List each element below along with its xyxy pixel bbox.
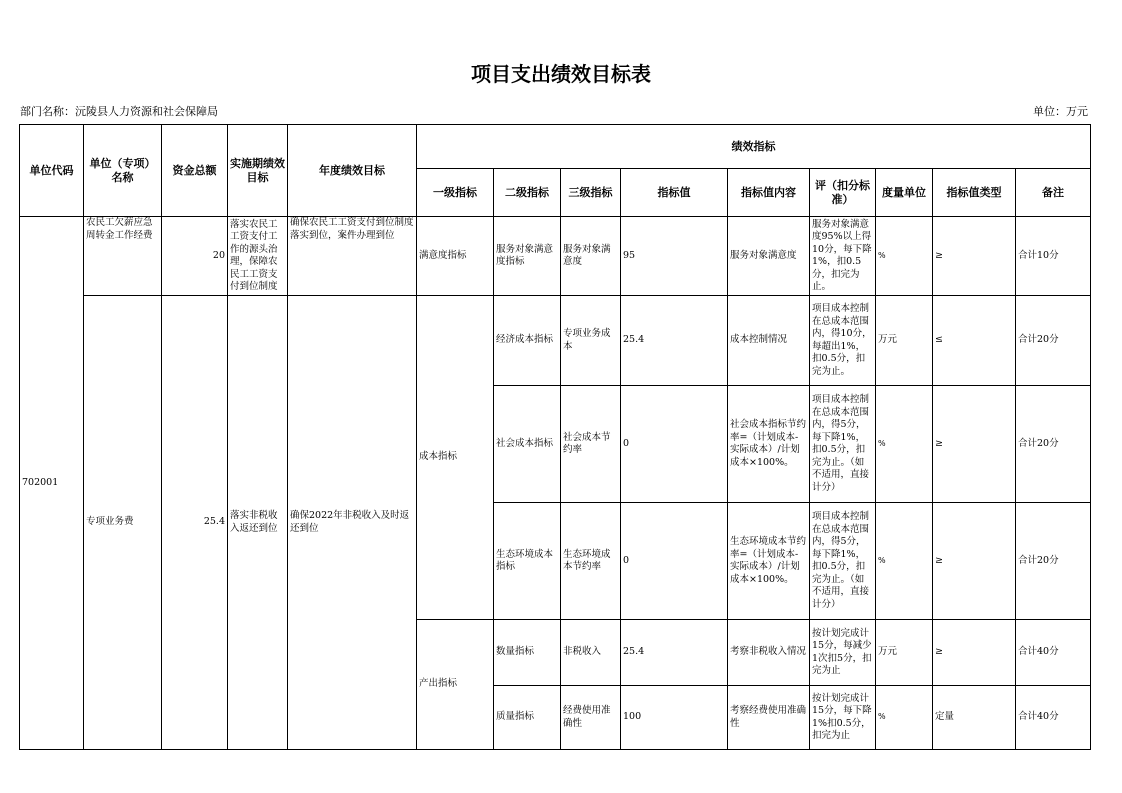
period-goal-cell: 落实非税收入返还到位 xyxy=(228,296,288,750)
header-unit-code: 单位代码 xyxy=(20,125,84,217)
currency-unit: 单位：万元 xyxy=(1033,105,1088,118)
header-row-1 xyxy=(20,125,1091,169)
type-cell: ≥ xyxy=(933,620,1016,686)
type-cell: ≥ xyxy=(933,217,1016,296)
project-amount-cell: 20 xyxy=(162,217,228,296)
remark-cell: 合计20分 xyxy=(1016,296,1091,386)
content-cell: 社会成本指标节约率=（计划成本-实际成本）/计划成本×100%。 xyxy=(728,386,810,503)
annual-goal-cell: 确保农民工工资支付到位制度落实到位，案件办理到位 xyxy=(288,217,417,296)
scoring-cell: 服务对象满意度95%以上得10分，每下降1%，扣0.5分，扣完为止。 xyxy=(810,217,876,296)
project-amount-cell: 25.4 xyxy=(162,296,228,750)
type-cell: ≥ xyxy=(933,503,1016,620)
header-value-type: 指标值类型 xyxy=(933,169,1016,217)
page-title: 项目支出绩效目标表 xyxy=(471,62,651,86)
unit-cell: % xyxy=(876,217,933,296)
level2-cell: 质量指标 xyxy=(494,686,561,750)
scoring-cell: 项目成本控制在总成本范围内，得5分，每下降1%，扣0.5分，扣完为止。（如不适用，直接计分） xyxy=(810,503,876,620)
header-value: 指标值 xyxy=(621,169,728,217)
header-level3: 三级指标 xyxy=(561,169,621,217)
unit-cell: 万元 xyxy=(876,620,933,686)
content-cell: 服务对象满意度 xyxy=(728,217,810,296)
period-goal-cell: 落实农民工工资支付工作的源头治理，保障农民工工资支付到位制度 xyxy=(228,217,288,296)
type-cell: ≤ xyxy=(933,296,1016,386)
level1-cell: 成本指标 xyxy=(417,296,494,620)
unit-cell: % xyxy=(876,503,933,620)
value-cell: 100 xyxy=(621,686,728,750)
value-cell: 0 xyxy=(621,503,728,620)
remark-cell: 合计10分 xyxy=(1016,217,1091,296)
performance-target-table xyxy=(19,124,1091,750)
header-remark: 备注 xyxy=(1016,169,1091,217)
remark-cell: 合计20分 xyxy=(1016,386,1091,503)
project-name-cell: 农民工欠薪应急周转金工作经费 xyxy=(84,217,162,296)
value-cell: 25.4 xyxy=(621,620,728,686)
project-name-cell: 专项业务费 xyxy=(84,296,162,750)
scoring-cell: 按计划完成计15分，每下降1%扣0.5分，扣完为止 xyxy=(810,686,876,750)
department-name: 部门名称：沅陵县人力资源和社会保障局 xyxy=(20,105,218,118)
remark-cell: 合计20分 xyxy=(1016,503,1091,620)
remark-cell: 合计40分 xyxy=(1016,686,1091,750)
annual-goal-cell: 确保2022年非税收入及时返还到位 xyxy=(288,296,417,750)
level3-cell: 非税收入 xyxy=(561,620,621,686)
table-row xyxy=(20,217,1091,296)
scoring-cell: 项目成本控制在总成本范围内，得10分，每超出1%，扣0.5分，扣完为止。 xyxy=(810,296,876,386)
value-cell: 0 xyxy=(621,386,728,503)
level2-cell: 社会成本指标 xyxy=(494,386,561,503)
value-cell: 25.4 xyxy=(621,296,728,386)
header-performance-indicators: 绩效指标 xyxy=(417,125,1091,169)
header-level2: 二级指标 xyxy=(494,169,561,217)
level3-cell: 生态环境成本节约率 xyxy=(561,503,621,620)
type-cell: ≥ xyxy=(933,386,1016,503)
value-cell: 95 xyxy=(621,217,728,296)
unit-cell: 万元 xyxy=(876,296,933,386)
scoring-cell: 项目成本控制在总成本范围内，得5分，每下降1%，扣0.5分，扣完为止。（如不适用，直接计分） xyxy=(810,386,876,503)
scoring-cell: 按计划完成计15分，每减少1次扣5分，扣完为止 xyxy=(810,620,876,686)
level3-cell: 社会成本节约率 xyxy=(561,386,621,503)
header-total-funds: 资金总额 xyxy=(162,125,228,217)
level1-cell: 产出指标 xyxy=(417,620,494,750)
content-cell: 成本控制情况 xyxy=(728,296,810,386)
level2-cell: 数量指标 xyxy=(494,620,561,686)
level3-cell: 专项业务成本 xyxy=(561,296,621,386)
unit-code-cell: 702001 xyxy=(20,217,84,750)
level2-cell: 服务对象满意度指标 xyxy=(494,217,561,296)
header-period-goal: 实施期绩效目标 xyxy=(228,125,288,217)
header-annual-goal: 年度绩效目标 xyxy=(288,125,417,217)
level3-cell: 服务对象满意度 xyxy=(561,217,621,296)
content-cell: 生态环境成本节约率=（计划成本-实际成本）/计划成本×100%。 xyxy=(728,503,810,620)
header-unit-name: 单位（专项）名称 xyxy=(84,125,162,217)
level2-cell: 经济成本指标 xyxy=(494,296,561,386)
table-row xyxy=(20,296,1091,386)
level2-cell: 生态环境成本指标 xyxy=(494,503,561,620)
header-scoring: 评（扣分标准） xyxy=(810,169,876,217)
remark-cell: 合计40分 xyxy=(1016,620,1091,686)
level3-cell: 经费使用准确性 xyxy=(561,686,621,750)
type-cell: 定量 xyxy=(933,686,1016,750)
header-measure-unit: 度量单位 xyxy=(876,169,933,217)
level1-cell: 满意度指标 xyxy=(417,217,494,296)
unit-cell: % xyxy=(876,686,933,750)
unit-cell: % xyxy=(876,386,933,503)
header-value-content: 指标值内容 xyxy=(728,169,810,217)
header-level1: 一级指标 xyxy=(417,169,494,217)
content-cell: 考察非税收入情况 xyxy=(728,620,810,686)
content-cell: 考察经费使用准确性 xyxy=(728,686,810,750)
